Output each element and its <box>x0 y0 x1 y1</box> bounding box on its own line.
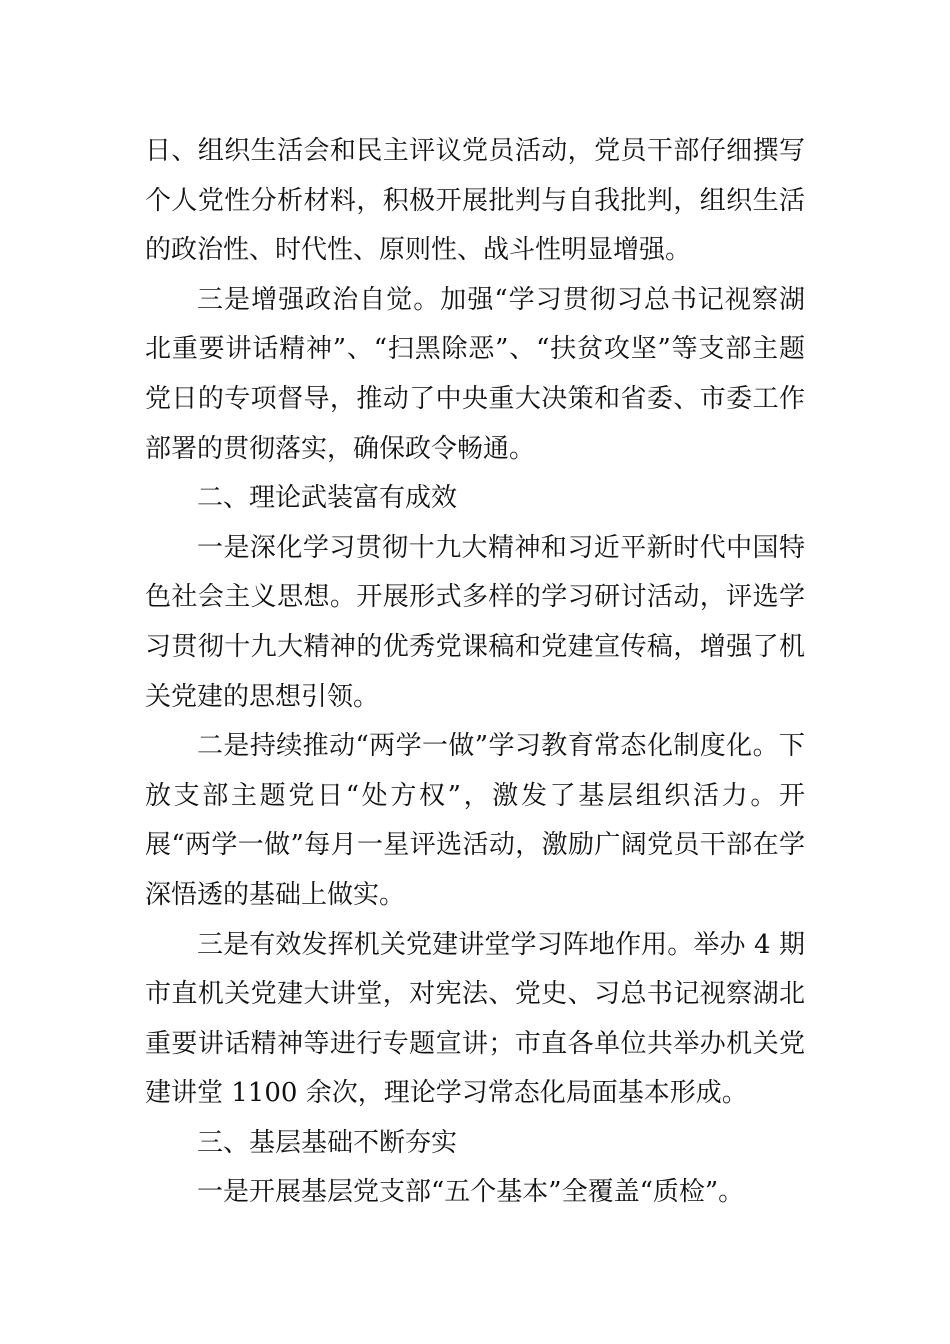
paragraph-political-awareness: 三是增强政治自觉。加强“学习贯彻习总书记视察湖北重要讲话精神”、“扫黑除恶”、“扶贫攻坚”等支部主题党日的专项督导，推动了中央重大决策和省委、市委工作部署的贯彻落实，确保政令畅通。 <box>145 284 805 464</box>
paragraph-deepen-study: 一是深化学习贯彻十九大精神和习近平新时代中国特色社会主义思想。开展形式多样的学习研讨活动，评选学习贯彻十九大精神的优秀党课稿和党建宣传稿，增强了机关党建的思想引领。 <box>145 532 805 712</box>
section-heading-theory: 二、理论武装富有成效 <box>197 483 458 514</box>
document-body <box>145 127 805 1218</box>
section-heading-grassroots: 三、基层基础不断夯实 <box>197 1127 458 1158</box>
paragraph-continuation: 日、组织生活会和民主评议党员活动，党员干部仔细撰写个人党性分析材料，积极开展批判与自我批判，组织生活的政治性、时代性、原则性、战斗性明显增强。 <box>145 136 805 266</box>
paragraph-quality-check: 一是开展基层党支部“五个基本”全覆盖“质检”。 <box>197 1177 745 1208</box>
paragraph-two-studies: 二是持续推动“两学一做”学习教育常态化制度化。下放支部主题党日“处方权”，激发了基层组织活力。开展“两学一做”每月一星评选活动，激励广阔党员干部在学深悟透的基础上做实。 <box>145 731 805 910</box>
paragraph-lecture-hall: 三是有效发挥机关党建讲堂学习阵地作用。举办 4 期市直机关党建大讲堂，对宪法、党史、习总书记视察湖北重要讲话精神等进行专题宣讲；市直各单位共举办机关党建讲堂 1100 余次，理论学习常态化局面基本形成。 <box>145 929 805 1109</box>
